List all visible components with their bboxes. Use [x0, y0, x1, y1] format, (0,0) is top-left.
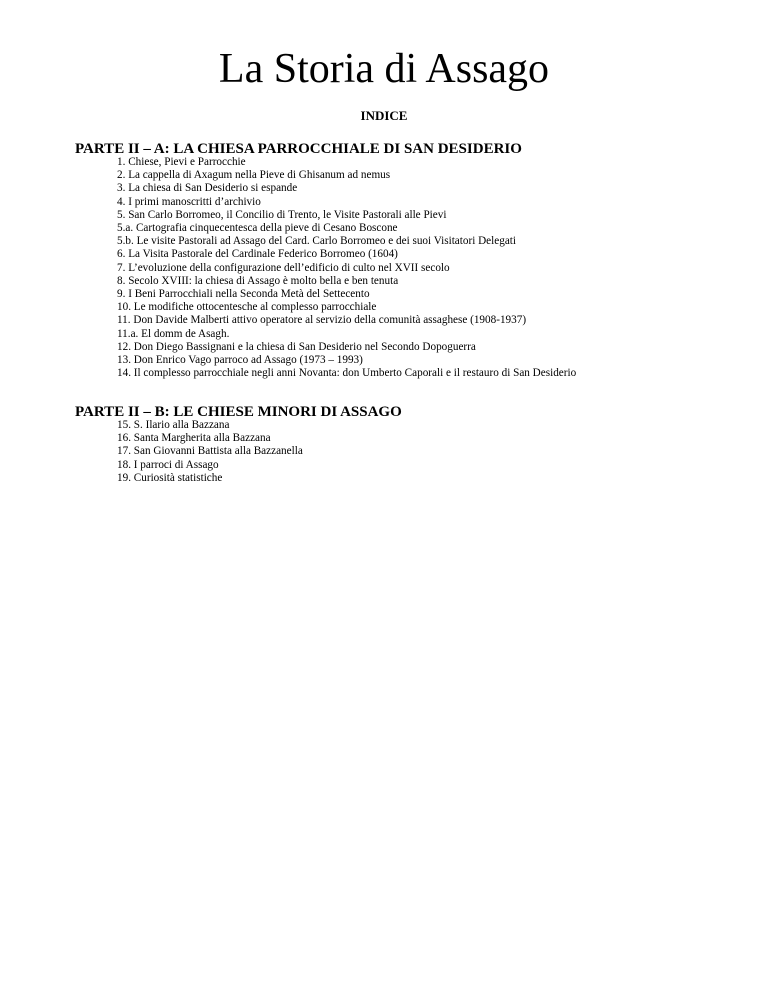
- toc-item: 11.a. El domm de Asagh.: [117, 327, 230, 340]
- toc-item: 15. S. Ilario alla Bazzana: [117, 419, 230, 431]
- section-heading-parte-ii-b: PARTE II – B: LE CHIESE MINORI DI ASSAGO: [75, 404, 402, 420]
- toc-item: 14. Il complesso parrocchiale negli anni Novanta: don Umberto Caporali e il restauro di San Desiderio: [117, 367, 577, 380]
- index-heading: INDICE: [360, 108, 408, 123]
- toc-item: 7. L’evoluzione della configurazione dell’edificio di culto nel XVII secolo: [117, 261, 450, 274]
- toc-item: 1. Chiese, Pievi e Parrocchie: [117, 156, 246, 168]
- toc-item: 5.a. Cartografia cinquecentesca della pieve di Cesano Boscone: [117, 222, 398, 235]
- toc-item: 18. I parroci di Assago: [117, 458, 219, 471]
- toc-item: 17. San Giovanni Battista alla Bazzanella: [117, 445, 303, 458]
- toc-item: 8. Secolo XVIII: la chiesa di Assago è molto bella e ben tenuta: [117, 274, 399, 287]
- toc-item: 16. Santa Margherita alla Bazzana: [117, 432, 271, 445]
- toc-item: 9. I Beni Parrocchiali nella Seconda Metà del Settecento: [117, 288, 370, 301]
- document-title: La Storia di Assago: [218, 46, 550, 92]
- toc-item: 11. Don Davide Malberti attivo operatore al servizio della comunità assaghese (1908-1937): [117, 314, 527, 327]
- toc-item: 4. I primi manoscritti d’archivio: [117, 195, 261, 208]
- toc-item: 6. La Visita Pastorale del Cardinale Federico Borromeo (1604): [117, 248, 398, 261]
- toc-item: 13. Don Enrico Vago parroco ad Assago (1973 – 1993): [117, 354, 363, 367]
- toc-item: 5.b. Le visite Pastorali ad Assago del Card. Carlo Borromeo e dei suoi Visitatori Delegati: [117, 235, 516, 248]
- toc-list-parte-ii-b: [117, 419, 303, 485]
- toc-item: 12. Don Diego Bassignani e la chiesa di San Desiderio nel Secondo Dopoguerra: [117, 340, 476, 353]
- toc-item: 2. La cappella di Axagum nella Pieve di Ghisanum ad nemus: [117, 169, 391, 182]
- toc-item: 19. Curiosità statistiche: [117, 471, 223, 484]
- toc-item: 5. San Carlo Borromeo, il Concilio di Trento, le Visite Pastorali alle Pievi: [117, 208, 447, 221]
- toc-item: 3. La chiesa di San Desiderio si espande: [117, 182, 298, 195]
- section-heading-parte-ii-a: PARTE II – A: LA CHIESA PARROCCHIALE DI SAN DESIDERIO: [75, 141, 522, 157]
- toc-item: 10. Le modifiche ottocentesche al complesso parrocchiale: [117, 301, 377, 314]
- toc-list-parte-ii-a: [117, 156, 576, 380]
